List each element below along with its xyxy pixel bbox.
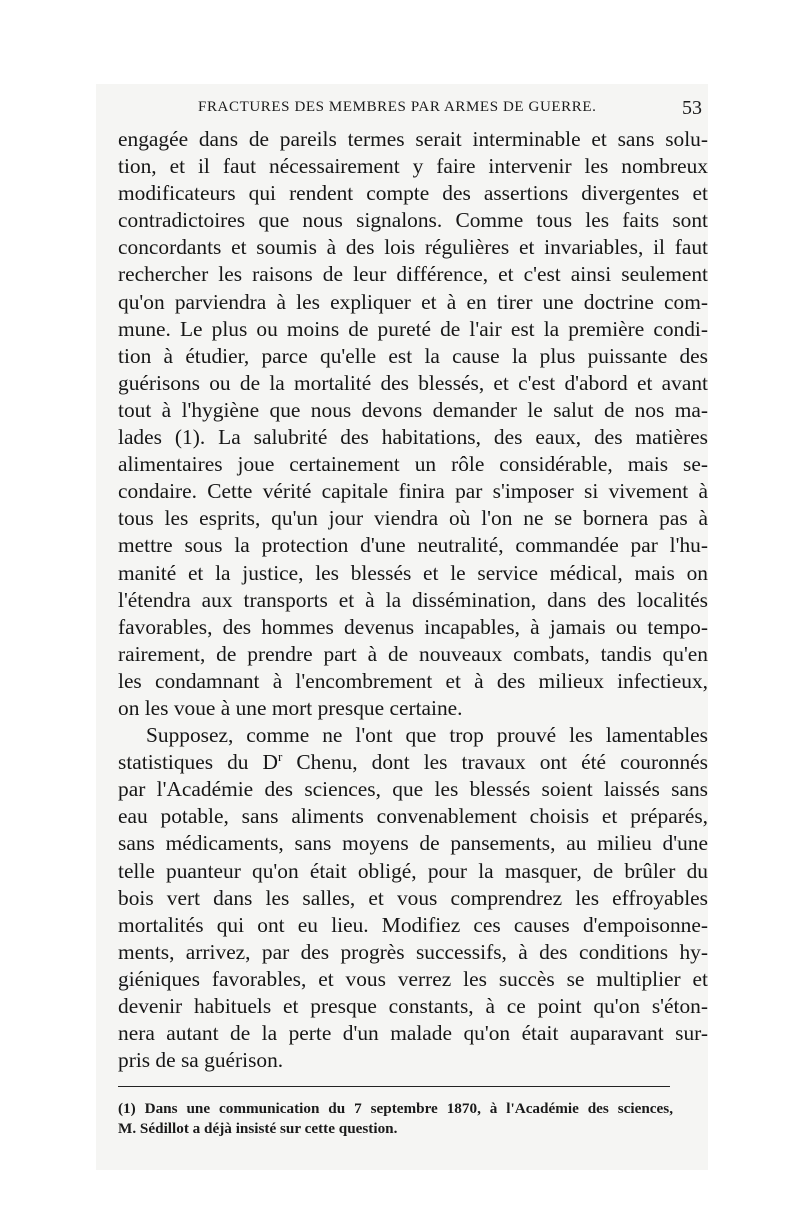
text-line: contradictoires que nous signalons. Comme tous les faits sont [118,208,708,233]
text-line: tous les esprits, qu'un jour viendra où l'on ne se bornera pas à [118,506,708,531]
text-line: modificateurs qui rendent compte des assertions divergentes et [118,181,708,206]
text-line: eau potable, sans aliments convenablement choisis et préparés, [118,804,708,829]
running-head [118,97,708,123]
running-title: FRACTURES DES MEMBRES PAR ARMES DE GUERRE. [198,99,597,115]
text-line: alimentaires joue certainement un rôle considérable, mais se- [118,452,708,477]
text-fragment: Chenu, dont les travaux ont été couronnés [282,750,708,775]
text-line: sans médicaments, sans moyens de pansements, au milieu d'une [118,831,708,856]
body-text [118,126,708,1074]
text-line: engagée dans de pareils termes serait interminable et sans solu- [118,127,708,151]
text-line: bois vert dans les salles, et vous comprendrez les effroyables [118,885,708,910]
text-line: telle puanteur qu'on était obligé, pour la masquer, de brûler du [118,858,708,883]
page-number: 53 [682,97,702,119]
text-line: tion, et il faut nécessairement y faire intervenir les nombreux [118,154,708,179]
text-line: manité et la justice, les blessés et le service médical, mais on [118,560,708,585]
text-line: lades (1). La salubrité des habitations, des eaux, des matières [118,425,708,450]
text-line: les condamnant à l'encombrement et à des milieux infectieux, [118,668,708,693]
text-line: rairement, de prendre part à de nouveaux combats, tandis qu'en [118,641,708,666]
text-line: tion à étudier, parce qu'elle est la cause la plus puissante des [118,343,708,368]
text-line: par l'Académie des sciences, que les blessés soient laissés sans [118,777,708,802]
text-line: mune. Le plus ou moins de pureté de l'air est la première condi- [118,316,708,341]
text-line: mettre sous la protection d'une neutralité, commandée par l'hu- [118,533,708,558]
text-line: rechercher les raisons de leur différence, et c'est ainsi seulement [118,262,708,287]
text-line [118,749,708,776]
text-line: on les voue à une mort presque certaine. [118,695,463,720]
text-line: pris de sa guérison. [118,1048,284,1073]
footnote-rule [118,1086,670,1087]
text-line: nera autant de la perte d'un malade qu'on était auparavant sur- [118,1021,708,1046]
text-line: l'étendra aux transports et à la dissémination, dans des localités [118,587,708,612]
text-line: giéniques favorables, et vous verrez les succès se multiplier et [118,966,708,991]
text-line: favorables, des hommes devenus incapables, à jamais ou tempo- [118,614,708,639]
paragraph-start-line: Supposez, comme ne l'ont que trop prouvé les lamentables [146,723,708,748]
footnote-line: M. Sédillot a déjà insisté sur cette question. [118,1120,398,1137]
text-line: guérisons ou de la mortalité des blessés, et c'est d'abord et avant [118,370,708,395]
text-line: ments, arrivez, par des progrès successifs, à des conditions hy- [118,939,708,964]
footnote [118,1099,673,1139]
text-line: condaire. Cette vérité capitale finira par s'imposer si vivement à [118,479,708,504]
superscript: r [278,749,283,765]
text-fragment: statistiques du D [118,750,279,775]
text-line: qu'on parviendra à les expliquer et à en tirer une doctrine com- [118,289,708,314]
text-line: concordants et soumis à des lois régulières et invariables, il faut [118,235,708,260]
footnote-line: (1) Dans une communication du 7 septembre 1870, à l'Académie des sciences, [118,1100,673,1117]
text-line: mortalités qui ont eu lieu. Modifiez ces causes d'empoisonne- [118,912,708,937]
text-line: devenir habituels et presque constants, à ce point qu'on s'éton- [118,994,708,1018]
text-line: tout à l'hygiène que nous devons demander le salut de nos ma- [118,397,708,422]
